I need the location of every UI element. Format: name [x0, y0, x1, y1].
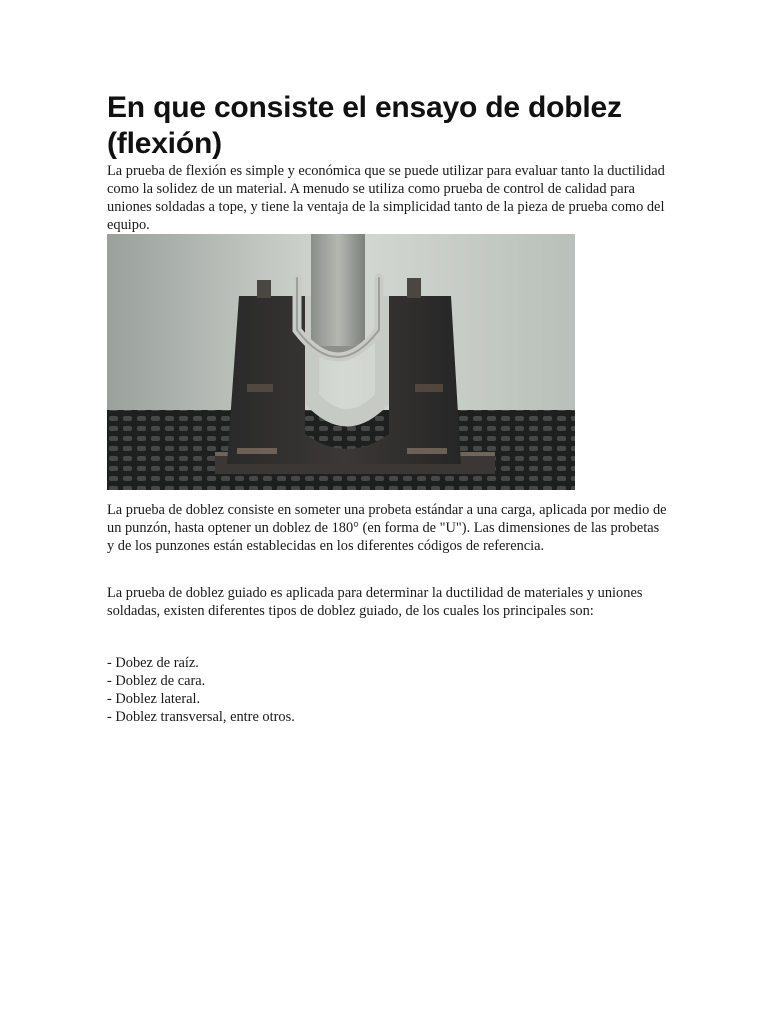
list-item: - Dobez de raíz.	[107, 655, 199, 671]
document-title: En que consiste el ensayo de doblez (flexión)	[107, 91, 622, 160]
guided-bend-paragraph: La prueba de doblez guiado es aplicada para determinar la ductilidad de materiales y uniones soldadas, existen diferentes tipos de doblez guiado, de los cuales los principales son:	[107, 585, 643, 619]
bend-test-description: La prueba de doblez consiste en someter una probeta estándar a una carga, aplicada por medio de un punzón, hasta optener un doblez de 180° (en forma de "U"). Las dimensiones de las probetas y de los punzones están establecidas en los diferentes códigos de referencia.	[107, 502, 667, 554]
document-page	[107, 90, 667, 726]
list-item: - Doblez lateral.	[107, 691, 201, 707]
intro-paragraph: La prueba de flexión es simple y económica que se puede utilizar para evaluar tanto la ductilidad como la solidez de un material. A menudo se utiliza como prueba de control de calidad para uniones soldadas a tope, y tiene la ventaja de la simplicidad tanto de la pieza de prueba como del equipo.	[107, 163, 665, 233]
list-item: - Doblez de cara.	[107, 673, 206, 689]
list-item: - Doblez transversal, entre otros.	[107, 709, 295, 725]
bend-types-list	[107, 654, 667, 726]
bend-test-photo	[107, 234, 575, 490]
